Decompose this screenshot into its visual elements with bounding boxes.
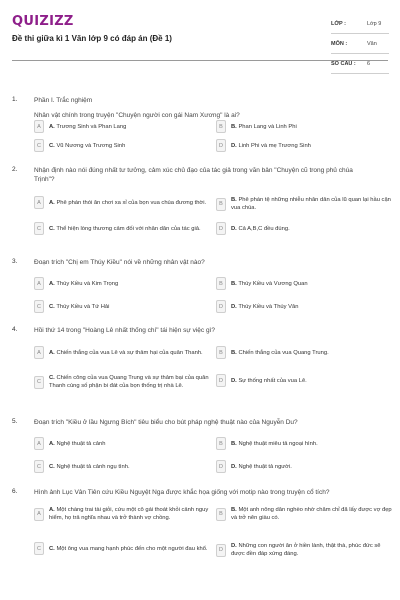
option-letter-badge: D [216,300,226,313]
meta-box [331,14,389,74]
question-number: 6. [12,488,18,495]
option-text: B. Nghệ thuật miêu tả ngoại hình. [231,440,318,447]
question-text [34,418,384,427]
option-c[interactable] [34,300,210,313]
option-text: B. Thúy Kiều và Vương Quan [231,280,308,287]
option-letter-badge: D [216,544,226,557]
question-line: Đoạn trích "Chị em Thúy Kiều" nói về những nhân vật nào? [34,259,205,266]
option-letter-badge: A [34,508,44,521]
option-c[interactable] [34,374,210,390]
option-text: C. Nghệ thuật tả cảnh ngụ tình. [49,463,130,470]
option-text: A. Trương Sinh và Phan Lang [49,123,127,130]
option-text: B. Một anh nông dân nghèo nhờ chăm chỉ đã lấy được vợ đẹp và trở nên giàu có. [231,507,392,521]
option-letter-badge: B [216,437,226,450]
option-a[interactable] [34,437,210,450]
question-number: 1. [12,96,18,103]
option-text: A. Nghệ thuật tả cảnh [49,440,106,447]
option-text: D. Nghệ thuật tả người. [231,463,292,470]
meta-row-class [331,14,389,34]
question-line: Nhận định nào nói đúng nhất tư tưởng, cảm xúc chủ đạo của tác giả trong văn bản "Chuyện cũ trong phủ chúa [34,167,353,174]
option-letter-badge: C [34,300,44,313]
option-text: A. Chiến thắng của vua Lê và sự thảm hại của quân Thanh. [49,349,203,356]
question-line: Đoạn trích "Kiều ở lầu Ngưng Bích" tiêu biểu cho bút pháp nghệ thuật nào của Nguyễn Du? [34,419,298,426]
option-letter-badge: C [34,460,44,473]
question-line: Phần I. Trắc nghiệm [34,97,93,104]
option-d[interactable] [216,222,392,235]
question-line: Hồi thứ 14 trong "Hoàng Lê nhất thống chí" tái hiện sự việc gì? [34,327,215,334]
meta-row-question-count [331,54,389,74]
meta-value: Lớp 9 [367,20,382,27]
option-text: C. Một ông vua mang hạnh phúc đến cho một người đau khổ. [49,545,208,552]
option-letter-badge: A [34,437,44,450]
option-text: B. Phê phán tệ những nhiễu nhân dân của lũ quan lại hầu cận vua chúa. [231,197,391,211]
option-c[interactable] [34,139,210,152]
meta-value: Văn [367,40,377,47]
option-text: D. Linh Phi và mẹ Trương Sinh [231,142,311,149]
option-text: D. Thúy Kiều và Thúy Vân [231,303,299,310]
option-text: B. Phan Lang và Linh Phi [231,123,297,130]
option-letter-badge: D [216,460,226,473]
question-line: Trịnh"? [34,176,55,183]
question-number: 4. [12,326,18,333]
question-text [34,258,384,267]
option-c[interactable] [34,542,210,555]
option-a[interactable] [34,277,210,290]
option-a[interactable] [34,506,210,522]
option-b[interactable] [216,506,392,522]
option-letter-badge: C [34,376,44,389]
option-text: C. Thể hiện lòng thương cảm đối với nhân dân của tác giả. [49,225,201,232]
option-letter-badge: B [216,277,226,290]
option-d[interactable] [216,542,392,558]
option-text: A. Một chàng trai tài giỏi, cứu một cô gái thoát khỏi cảnh nguy hiểm, họ trả nghĩa nhau và trở thành vợ chồng. [49,507,209,521]
option-letter-badge: B [216,508,226,521]
option-d[interactable] [216,460,392,473]
option-letter-badge: A [34,277,44,290]
option-letter-badge: B [216,346,226,359]
option-b[interactable] [216,196,392,212]
question-text [34,166,384,184]
option-letter-badge: D [216,222,226,235]
question-line: Hình ảnh Lục Vân Tiên cứu Kiều Nguyệt Nga được khắc họa giống với motip nào trong truyện cổ tích? [34,489,330,496]
option-b[interactable] [216,120,392,133]
document-title: Đề thi giữa kì 1 Văn lớp 9 có đáp án (Đề 1) [12,34,172,43]
question-line: Nhân vật chính trong truyện "Chuyện người con gái Nam Xương" là ai? [34,112,240,119]
option-text: C. Vũ Nương và Trương Sinh [49,142,126,149]
question-number: 3. [12,258,18,265]
option-c[interactable] [34,222,210,235]
question-text [34,326,384,335]
option-a[interactable] [34,196,210,209]
option-text: B. Chiến thắng của vua Quang Trung. [231,349,329,356]
question-text [34,96,384,120]
option-d[interactable] [216,374,392,387]
meta-value: 6 [367,60,371,67]
option-letter-badge: C [34,222,44,235]
option-letter-badge: B [216,198,226,211]
option-b[interactable] [216,346,392,359]
option-text: C. Thúy Kiều và Tứ Hải [49,303,110,310]
option-c[interactable] [34,460,210,473]
option-letter-badge: D [216,139,226,152]
option-letter-badge: A [34,346,44,359]
option-d[interactable] [216,300,392,313]
option-b[interactable] [216,277,392,290]
question-number: 2. [12,166,18,173]
option-text: D. Cả A,B,C đều đúng. [231,225,290,232]
option-a[interactable] [34,346,210,359]
option-text: C. Chiến công của vua Quang Trung và sự thảm bại của quân Thanh cùng số phận bi đát của bọn thống trị nhà Lê. [49,375,209,389]
question-number: 5. [12,418,18,425]
question-text [34,488,384,497]
option-a[interactable] [34,120,210,133]
option-b[interactable] [216,437,392,450]
meta-row-subject [331,34,389,54]
meta-key: MÔN : [331,40,348,47]
option-letter-badge: A [34,196,44,209]
header-divider [12,60,388,61]
option-text: D. Sự thống nhất của vua Lê. [231,377,307,384]
option-text: D. Những con người ăn ở hiền lành, thật thà, phúc đức sẽ được đền đáp xứng đáng. [231,543,381,557]
option-letter-badge: C [34,542,44,555]
option-d[interactable] [216,139,392,152]
quizizz-logo: QUIZIZZ [12,14,74,29]
meta-key: LỚP : [331,20,346,27]
meta-key: SỐ CÂU : [331,60,356,67]
option-letter-badge: D [216,374,226,387]
option-text: A. Thúy Kiều và Kim Trọng [49,280,119,287]
option-letter-badge: C [34,139,44,152]
option-letter-badge: A [34,120,44,133]
option-text: A. Phê phán thói ăn chơi xa xỉ của bọn vua chúa đương thời. [49,199,207,206]
option-letter-badge: B [216,120,226,133]
